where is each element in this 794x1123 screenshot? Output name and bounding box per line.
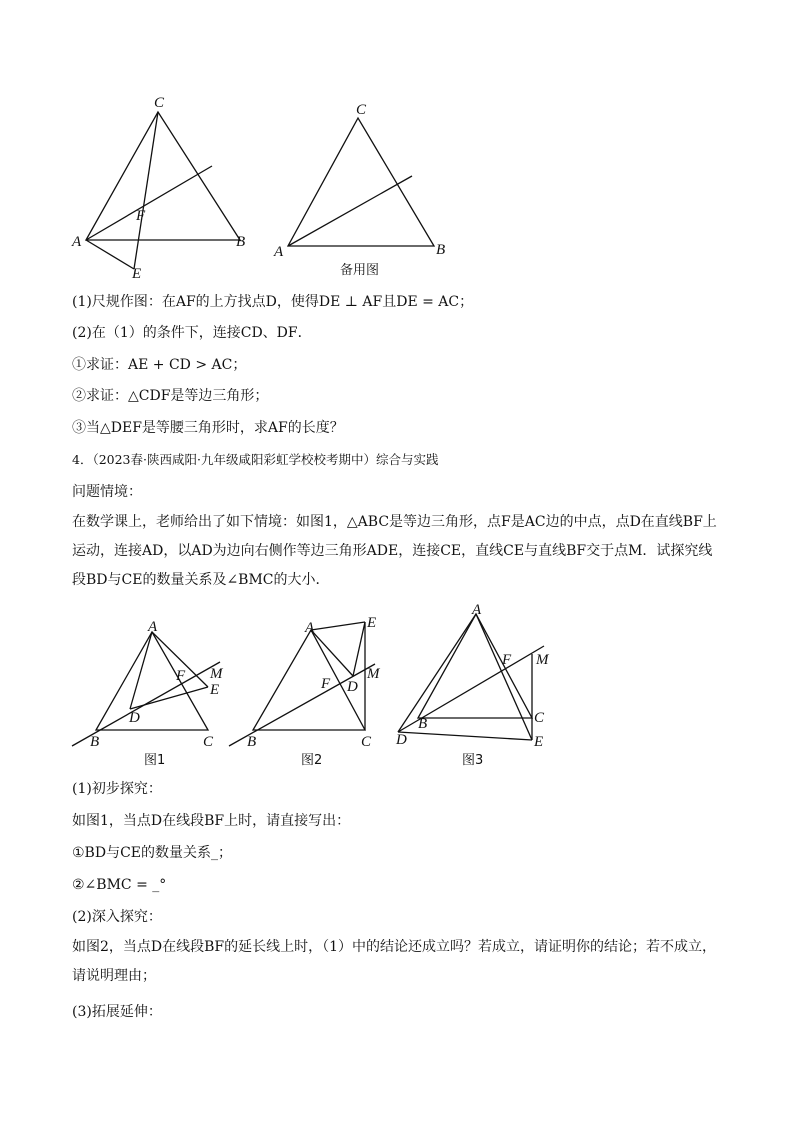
triangle-abc (96, 632, 208, 730)
figure-caption: 图1 (144, 753, 166, 768)
segment-ae (86, 240, 134, 269)
label-b: B (90, 734, 100, 750)
triangle-abc (86, 112, 240, 240)
label-d: D (396, 732, 407, 748)
label-e: E (132, 266, 142, 282)
segment-ad (130, 632, 152, 709)
label-c: C (203, 734, 214, 750)
q4-p2-title: (2)深入探究： (72, 909, 162, 925)
segment-de (353, 622, 365, 676)
q4-p3-title: (3)拓展延伸： (72, 1004, 162, 1020)
label-d: D (129, 710, 140, 726)
figure-caption: 图2 (301, 753, 323, 768)
triangle-abc (288, 118, 434, 246)
label-f: F (502, 652, 512, 668)
label-c: C (154, 95, 165, 111)
label-a: A (305, 620, 315, 636)
label-b: B (247, 734, 257, 750)
q4-p1-q2: ②∠BMC = _° (72, 877, 167, 893)
q3-sub1: ①求证：AE + CD > AC； (72, 357, 247, 373)
segment-ad (398, 614, 476, 732)
label-c: C (356, 102, 367, 118)
label-b: B (436, 242, 446, 258)
label-a: A (148, 619, 158, 635)
figure-caption: 图3 (462, 753, 484, 768)
q4-header: 4．（2023春·陕西咸阳·九年级咸阳彩虹学校校考期中）综合与实践 (72, 452, 439, 467)
segment-de (398, 732, 532, 740)
label-c: C (361, 734, 372, 750)
label-e: E (534, 734, 544, 750)
q4-p1-text: 如图1，当点D在线段BF上时，请直接写出： (72, 813, 351, 829)
label-m: M (536, 652, 549, 668)
label-f: F (136, 208, 146, 224)
q3-sub3: ③当△DEF是等腰三角形时，求AF的长度？ (72, 420, 344, 436)
figure-caption: 备用图 (340, 263, 380, 278)
label-a: A (72, 234, 82, 250)
label-a: A (274, 244, 284, 260)
q3-sub2: ②求证：△CDF是等边三角形； (72, 388, 269, 404)
segment-ae (476, 614, 532, 740)
figure-triangle-abc-with-e (70, 92, 270, 282)
line-af-extended (86, 166, 212, 240)
q3-part2: (2)在（1）的条件下，连接CD、DF． (72, 325, 312, 341)
q4-p1-title: (1)初步探究： (72, 781, 162, 797)
label-m: M (210, 666, 223, 682)
label-b: B (418, 716, 428, 732)
segment-ae (311, 622, 365, 630)
label-f: F (321, 676, 331, 692)
q4-p2-text: 如图2，当点D在线段BF的延长线上时，（1）中的结论还成立吗？若成立，请证明你的结论；若不成立，请说明理由； (72, 939, 717, 984)
label-e: E (210, 682, 220, 698)
label-a: A (472, 602, 482, 618)
figure-backup (270, 100, 470, 280)
q4-situation-text: 在数学课上，老师给出了如下情境：如图1，△ABC是等边三角形，点F是AC边的中点，点D在直线BF上运动，连接AD，以AD为边向右侧作等边三角形ADE，连接CE，直线CE与直线BF交于点M．试探究线段BD与CE的数量关系及∠BMC的大小． (72, 514, 717, 588)
label-e: E (367, 615, 377, 631)
figure-3 (392, 604, 562, 769)
q3-part1: (1)尺规作图：在AF的上方找点D，使得DE ⊥ AF且DE = AC； (72, 294, 474, 310)
label-b: B (236, 234, 246, 250)
q4-situation-title: 问题情境： (72, 484, 142, 500)
segment-ce (134, 112, 158, 269)
figure-1 (70, 618, 240, 768)
label-f: F (176, 668, 186, 684)
q4-p1-q1: ①BD与CE的数量关系_； (72, 845, 232, 861)
label-d: D (347, 679, 358, 695)
label-m: M (367, 666, 380, 682)
label-c: C (534, 710, 545, 726)
figure-2 (225, 612, 395, 768)
